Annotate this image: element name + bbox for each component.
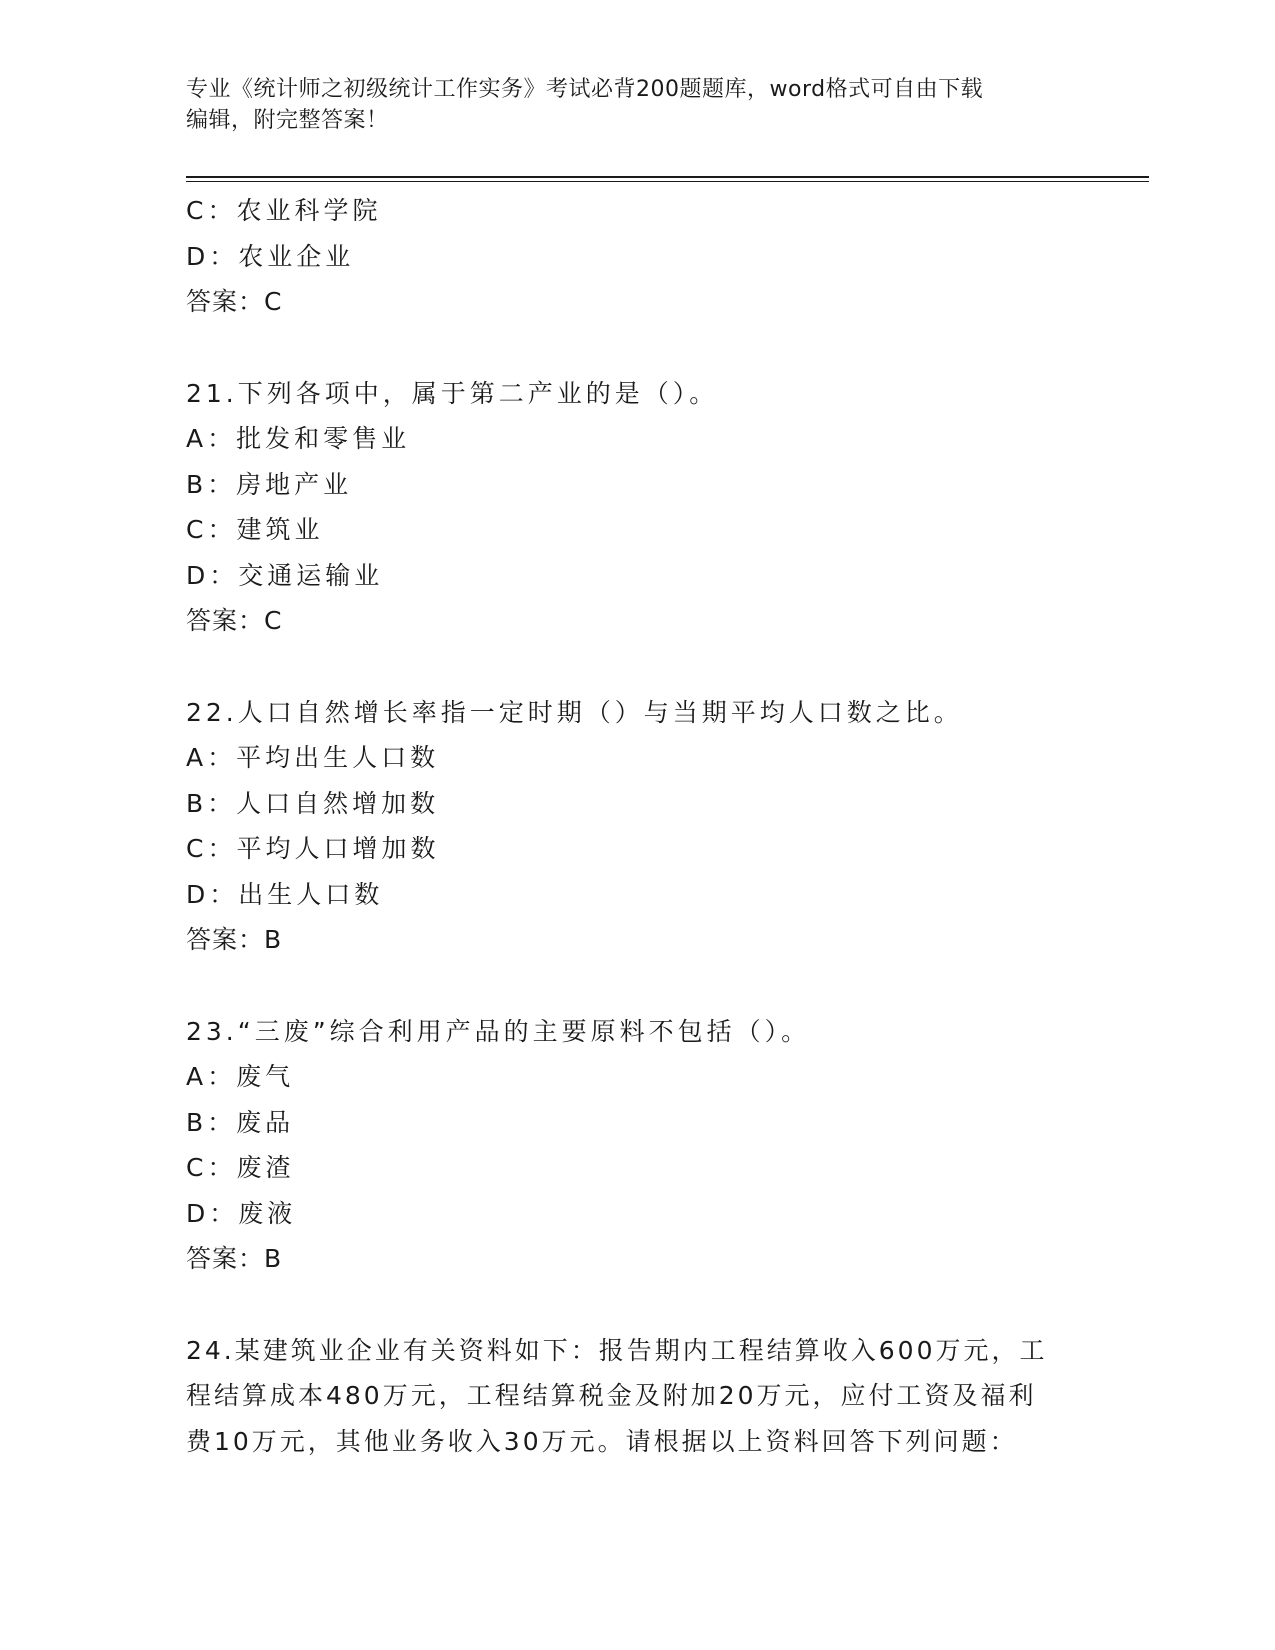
document-header (186, 74, 1066, 136)
question-20-continuation (186, 188, 1086, 325)
option-a: A：批发和零售业 (186, 424, 411, 453)
option-d: D：出生人口数 (186, 879, 384, 909)
question-23 (186, 1009, 1086, 1282)
question-22 (186, 690, 1086, 963)
option-d: D：交通运输业 (186, 560, 384, 590)
option-a: A：废气 (186, 1062, 295, 1091)
option-c: C：废渣 (186, 1153, 295, 1182)
question-stem: 23.“三废”综合利用产品的主要原料不包括（）。 (186, 1016, 811, 1046)
question-24-line-2: 程结算成本480万元，工程结算税金及附加20万元，应付工资及福利 (186, 1381, 1037, 1410)
question-list (186, 188, 1086, 1464)
option-c: C：农业科学院 (186, 196, 382, 225)
option-d: D：农业企业 (186, 241, 355, 271)
answer-line: 答案：C (186, 287, 283, 316)
question-24 (186, 1328, 1066, 1465)
option-c: C：建筑业 (186, 515, 324, 544)
header-divider-thin (186, 181, 1149, 182)
option-c: C：平均人口增加数 (186, 834, 440, 863)
answer-line: 答案：B (186, 1244, 283, 1273)
option-a: A：平均出生人口数 (186, 743, 440, 772)
option-b: B：房地产业 (186, 469, 353, 499)
option-b: B：废品 (186, 1107, 295, 1137)
question-21 (186, 371, 1086, 644)
answer-line: 答案：C (186, 606, 283, 635)
question-24-line-3: 费10万元，其他业务收入30万元。请根据以上资料回答下列问题： (186, 1426, 1018, 1456)
header-line-2: 编辑，附完整答案！ (186, 108, 389, 133)
header-line-1: 专业《统计师之初级统计工作实务》考试必背200题题库，word格式可自由下载 (186, 77, 984, 102)
option-b: B：人口自然增加数 (186, 788, 440, 818)
question-stem: 21.下列各项中，属于第二产业的是（）。 (186, 378, 719, 408)
answer-line: 答案：B (186, 925, 283, 954)
option-d: D：废液 (186, 1198, 297, 1228)
question-stem: 22.人口自然增长率指一定时期（）与当期平均人口数之比。 (186, 697, 963, 727)
question-24-line-1: 24.某建筑业企业有关资料如下：报告期内工程结算收入600万元，工 (186, 1335, 1048, 1365)
header-divider-thick (186, 176, 1149, 178)
